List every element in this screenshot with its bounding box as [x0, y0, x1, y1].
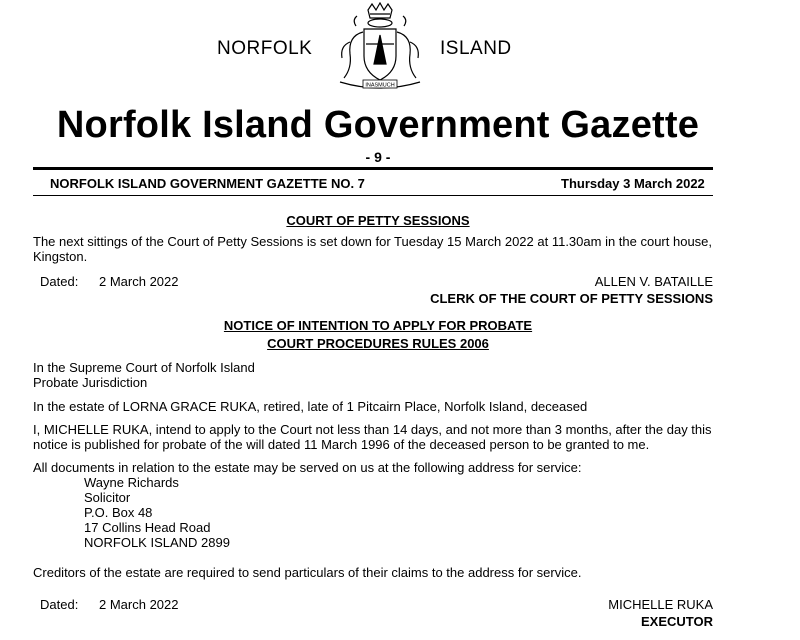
gazette-number: NORFOLK ISLAND GOVERNMENT GAZETTE NO. 7 — [50, 176, 365, 191]
court-body-line2: Kingston. — [33, 249, 88, 264]
court-signatory-title: CLERK OF THE COURT OF PETTY SESSIONS — [430, 291, 713, 306]
page-number: - 9 - — [365, 149, 391, 165]
coat-of-arms-icon — [330, 2, 430, 98]
probate-court-line2: Probate Jurisdiction — [33, 375, 148, 390]
probate-dated-label: Dated: — [40, 597, 79, 612]
address-line-name: Wayne Richards — [84, 475, 179, 490]
address-line-locality: NORFOLK ISLAND 2899 — [84, 535, 230, 550]
gazette-title: Norfolk Island Government Gazette — [56, 104, 700, 146]
probate-signatory-title: EXECUTOR — [641, 614, 713, 629]
probate-court-line1: In the Supreme Court of Norfolk Island — [33, 360, 255, 375]
probate-subheading: COURT PROCEDURES RULES 2006 — [267, 336, 489, 351]
divider-bottom — [33, 195, 713, 196]
probate-service-line: All documents in relation to the estate may be served on us at the following address for service: — [33, 460, 582, 475]
probate-intent-line1: I, MICHELLE RUKA, intend to apply to the Court not less than 14 days, and not more than 3 months, after the day this — [33, 422, 712, 437]
divider-top — [33, 167, 713, 170]
probate-signatory: MICHELLE RUKA — [608, 597, 713, 612]
masthead-right-word: ISLAND — [440, 38, 512, 59]
masthead-left-word: NORFOLK — [217, 38, 313, 59]
court-body-line1: The next sittings of the Court of Petty Sessions is set down for Tuesday 15 March 2022 at 11.30am in the court house, — [33, 234, 713, 249]
probate-creditors-line: Creditors of the estate are required to send particulars of their claims to the address for service. — [33, 565, 582, 580]
court-dated-label: Dated: — [40, 274, 79, 289]
address-line-box: P.O. Box 48 — [84, 505, 153, 520]
address-line-title: Solicitor — [84, 490, 131, 505]
address-line-street: 17 Collins Head Road — [84, 520, 211, 535]
probate-heading: NOTICE OF INTENTION TO APPLY FOR PROBATE — [223, 318, 533, 333]
probate-intent-line2: notice is published for probate of the will dated 11 March 1996 of the deceased person to be granted to me. — [33, 437, 650, 452]
gazette-date: Thursday 3 March 2022 — [561, 176, 705, 191]
court-signatory: ALLEN V. BATAILLE — [594, 274, 713, 289]
court-dated-value: 2 March 2022 — [99, 274, 179, 289]
probate-dated-value: 2 March 2022 — [99, 597, 179, 612]
probate-estate-line: In the estate of LORNA GRACE RUKA, retired, late of 1 Pitcairn Place, Norfolk Island, deceased — [33, 399, 588, 414]
crest-motto: INASMUCH — [365, 82, 395, 89]
court-heading: COURT OF PETTY SESSIONS — [286, 213, 470, 228]
